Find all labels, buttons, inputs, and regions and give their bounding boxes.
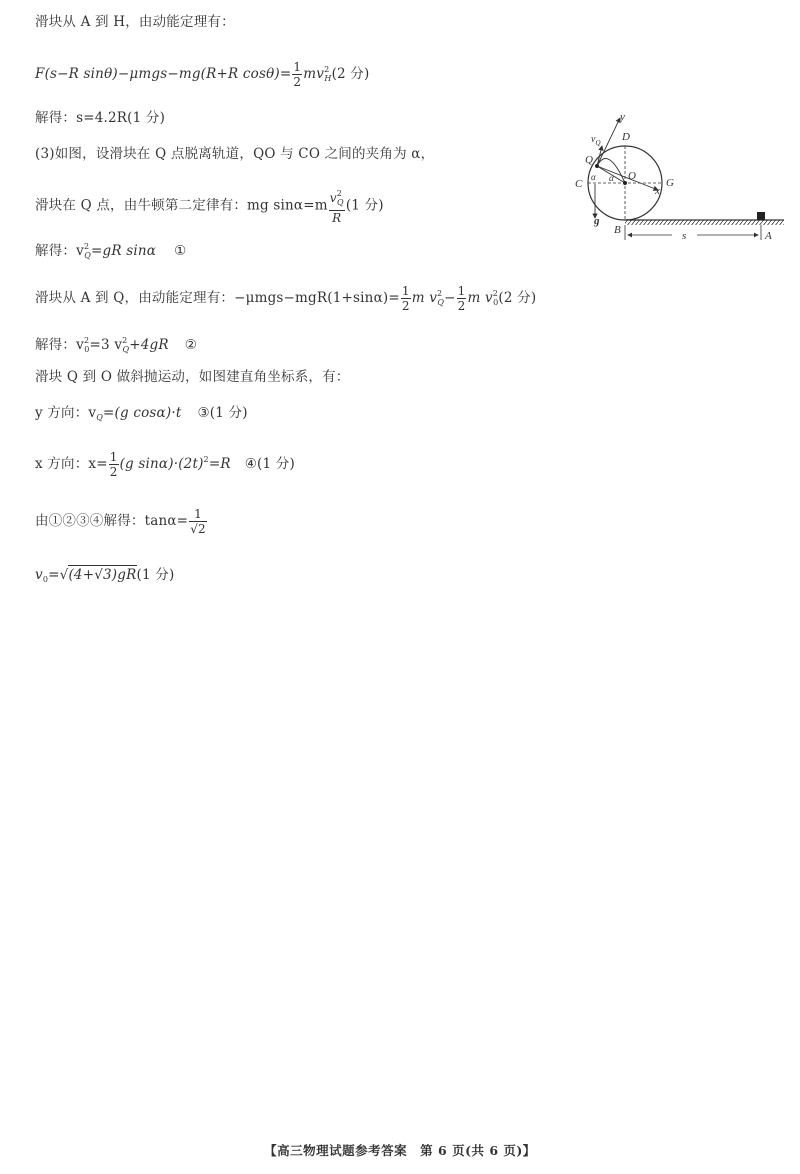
res2-prefix: 解得：v (35, 243, 84, 259)
newton-text: 滑块在 Q 点，由牛顿第二定律有：mg sinα=m (35, 197, 328, 214)
part3-intro (35, 144, 434, 164)
track-diagram (562, 112, 790, 247)
label-b: B (614, 224, 621, 236)
label-vq: $v_Q$ (591, 134, 601, 147)
point-q (595, 164, 599, 168)
label-s: s (682, 230, 687, 242)
energy2-mid2: m v (467, 290, 493, 306)
final-score: (1 分) (136, 567, 175, 583)
label-c: C (575, 178, 583, 190)
result-v0 (35, 331, 197, 360)
res3-sup0: 2 (83, 336, 90, 345)
newton-den: R (329, 210, 345, 225)
energy2-frac2 (457, 284, 467, 313)
newton-num: v (329, 191, 337, 205)
res3-mid: =3 v (89, 337, 123, 353)
res3-supq: 2 (122, 336, 128, 345)
equation-energy-h (35, 60, 369, 89)
energy2-den1: 2 (401, 299, 410, 313)
footer-text: 【高三物理试题参考答案 第 6 页(共 6 页)】 (264, 1143, 536, 1158)
label-q: Q (585, 154, 593, 166)
eq1-rhs: mv (303, 66, 325, 82)
xdir-den: 2 (109, 465, 118, 479)
ydir-text: y 方向：v (35, 405, 97, 421)
label-d: D (622, 131, 630, 143)
eq1-score: (2 分) (331, 66, 370, 82)
xdir-rhs2: =R (208, 456, 231, 472)
xdir-fraction (109, 450, 119, 479)
xdir-mark: ④(1 分) (244, 456, 295, 472)
final-sub: 0 (42, 575, 49, 584)
vq-arrow (597, 146, 602, 166)
res2-mark: ① (174, 243, 187, 259)
label-g: G (666, 177, 674, 189)
label-alpha-2: α (609, 173, 614, 183)
combine-den: √2 (190, 522, 206, 536)
equation-energy-q (35, 284, 536, 313)
part3-text: (3)如图，设滑块在 Q 点脱离轨道，QO 与 CO 之间的夹角为 α， (35, 146, 435, 162)
newton-num-sup: 2 (336, 189, 343, 198)
xdir-sup: 2 (203, 455, 209, 464)
label-x: x (655, 185, 660, 197)
res2-sup: 2 (83, 242, 90, 251)
equation-final-v0 (35, 565, 174, 590)
label-y: y (620, 112, 625, 123)
xdir-rhs: (g sinα)·(2t) (119, 456, 204, 472)
block-a (757, 212, 765, 220)
newton-score: (1 分) (345, 197, 384, 214)
equation-newton (35, 187, 384, 225)
equation-x-direction (35, 450, 295, 479)
res2-rhs: =gR sinα (91, 243, 157, 259)
eq1-sup: 2 (324, 65, 330, 74)
energy2-minus: − (444, 290, 456, 306)
result-s (35, 108, 165, 128)
energy2-sup1: 2 (437, 289, 443, 298)
equation-y-direction (35, 403, 248, 428)
energy2-sup2: 2 (492, 289, 499, 298)
label-o: O (628, 170, 636, 182)
res2-sub: Q (84, 251, 91, 260)
page-footer (0, 1141, 800, 1159)
energy2-prefix: 滑块从 A 到 Q，由动能定理有：−μmgs−mgR(1+sinα)= (35, 290, 400, 306)
line1-text: 滑块从 A 到 H，由动能定理有： (35, 14, 235, 30)
final-inside: (4+√3)gR (68, 567, 137, 583)
result-vq (35, 237, 186, 266)
xdir-num: 1 (109, 450, 118, 464)
eq1-num: 1 (293, 60, 302, 74)
ydir-mark: ③(1 分) (197, 405, 248, 421)
text-projectile (35, 367, 350, 387)
point-o (623, 181, 627, 185)
res3-rhs: +4gR (129, 337, 169, 353)
res3-subq: Q (122, 345, 130, 354)
res3-mark: ② (184, 337, 198, 353)
combine-fraction (189, 507, 207, 536)
energy2-den2: 2 (457, 299, 466, 313)
xdir-text: x 方向：x= (35, 456, 108, 472)
ydir-rhs: =(g cosα)·t (103, 405, 182, 421)
eq1-lhs: F(s−R sinθ)−μmgs−mg(R+R cosθ)= (35, 66, 292, 82)
res1-text: 解得：s=4.2R(1 分) (35, 110, 166, 126)
projectile-text: 滑块 Q 到 O 做斜抛运动，如图建直角坐标系，有： (35, 369, 350, 385)
eq1-fraction (292, 60, 302, 89)
newton-num-sub: Q (337, 198, 344, 207)
energy2-sub2: 0 (493, 298, 499, 307)
combine-num: 1 (194, 507, 202, 521)
energy2-num2: 1 (457, 284, 466, 298)
energy2-score: (2 分) (498, 290, 537, 306)
energy2-mid1: m v (411, 290, 438, 306)
eq1-sub: H (324, 74, 332, 83)
label-alpha-1: α (591, 172, 596, 182)
combine-text: 由①②③④解得：tanα= (35, 513, 189, 529)
label-a: A (765, 230, 772, 242)
ground-hatch (625, 220, 784, 225)
final-prefix: v (35, 567, 43, 583)
label-gravity: g (594, 215, 600, 227)
equation-tan-alpha (35, 507, 208, 536)
res3-sub0: 0 (84, 345, 90, 354)
newton-fraction (329, 187, 345, 225)
energy2-sub1: Q (437, 298, 445, 307)
text-line-a-to-h (35, 12, 235, 32)
eq1-den: 2 (293, 75, 302, 89)
res3-prefix: 解得：v (35, 337, 84, 353)
ydir-sub: Q (96, 413, 104, 422)
energy2-frac1 (401, 284, 411, 313)
final-eq: =√ (48, 567, 69, 583)
energy2-num1: 1 (401, 284, 410, 298)
